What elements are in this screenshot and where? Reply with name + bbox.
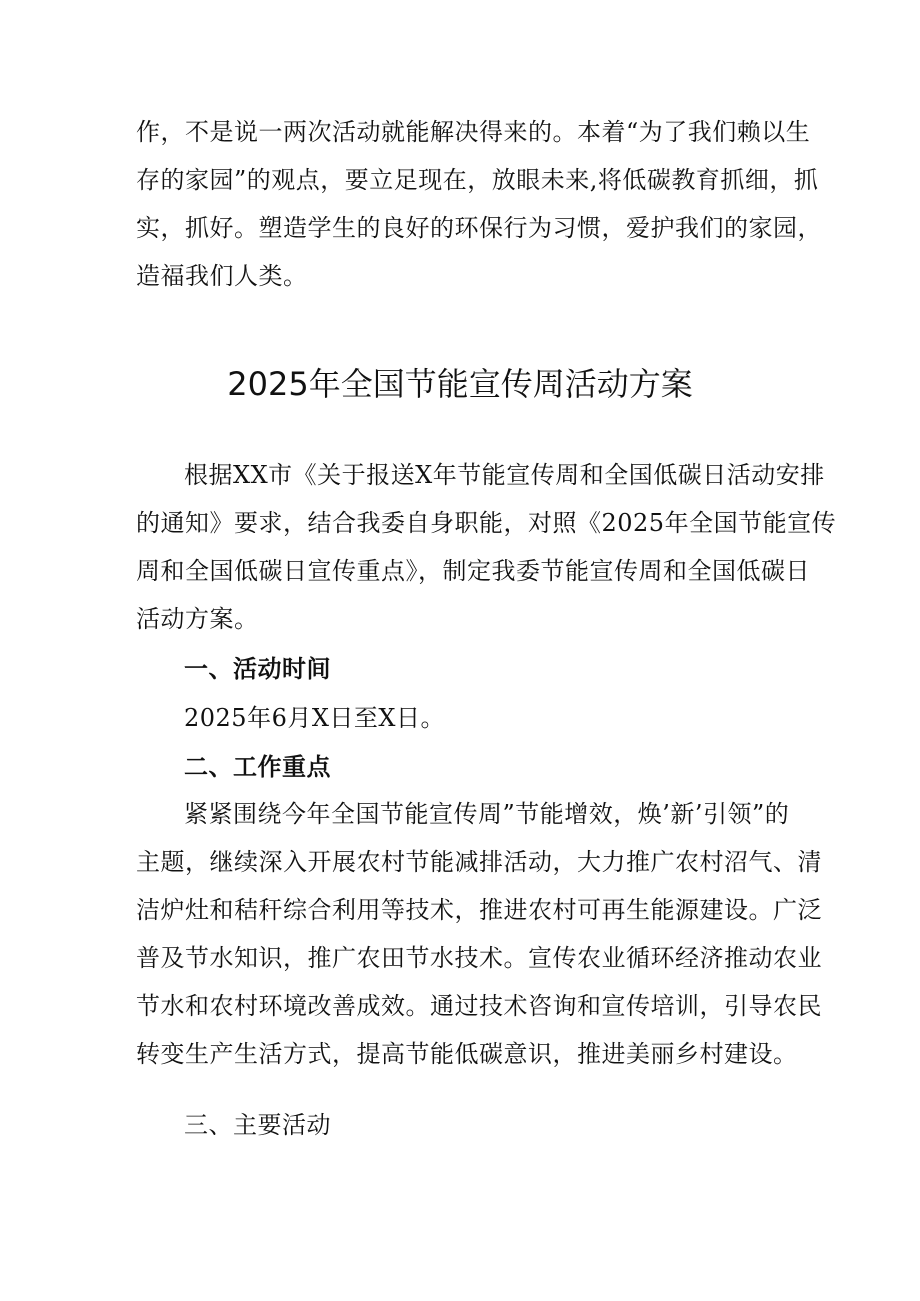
section-2-line-2: 主题，继续深入开展农村节能减排活动，大力推广农村沼气、清: [136, 848, 822, 876]
carryover-line-3: 实，抓好。塑造学生的良好的环保行为习惯，爱护我们的家园，: [136, 214, 822, 242]
intro-line-4: 活动方案。: [136, 605, 259, 633]
document-title: 2025年全国节能宣传周活动方案: [227, 365, 693, 403]
section-2-line-3: 洁炉灶和秸秆综合利用等技术，推进农村可再生能源建设。广泛: [136, 896, 822, 924]
section-2-line-1: 紧紧围绕今年全国节能宣传周”节能增效，焕’新’引领”的: [184, 800, 790, 828]
section-heading-2: 二、工作重点: [184, 752, 331, 781]
section-2-line-5: 节水和农村环境改善成效。通过技术咨询和宣传培训，引导农民: [136, 992, 822, 1020]
carryover-line-4: 造福我们人类。: [136, 262, 308, 290]
section-2-line-6: 转变生产生活方式，提高节能低碳意识，推进美丽乡村建设。: [136, 1040, 798, 1068]
section-2-line-4: 普及节水知识，推广农田节水技术。宣传农业循环经济推动农业: [136, 944, 822, 972]
carryover-line-1: 作，不是说一两次活动就能解决得来的。本着“为了我们赖以生: [136, 118, 811, 146]
section-heading-1: 一、活动时间: [184, 654, 331, 683]
intro-line-1: 根据XX市《关于报送X年节能宣传周和全国低碳日活动安排: [184, 461, 825, 489]
section-heading-3: 三、主要活动: [184, 1111, 331, 1139]
section-1-body: 2025年6月X日至X日。: [184, 704, 446, 732]
intro-line-2: 的通知》要求，结合我委自身职能，对照《2025年全国节能宣传: [136, 509, 837, 537]
carryover-line-2: 存的家园”的观点，要立足现在，放眼未来,将低碳教育抓细，抓: [136, 166, 819, 194]
intro-line-3: 周和全国低碳日宣传重点》，制定我委节能宣传周和全国低碳日: [136, 557, 810, 585]
